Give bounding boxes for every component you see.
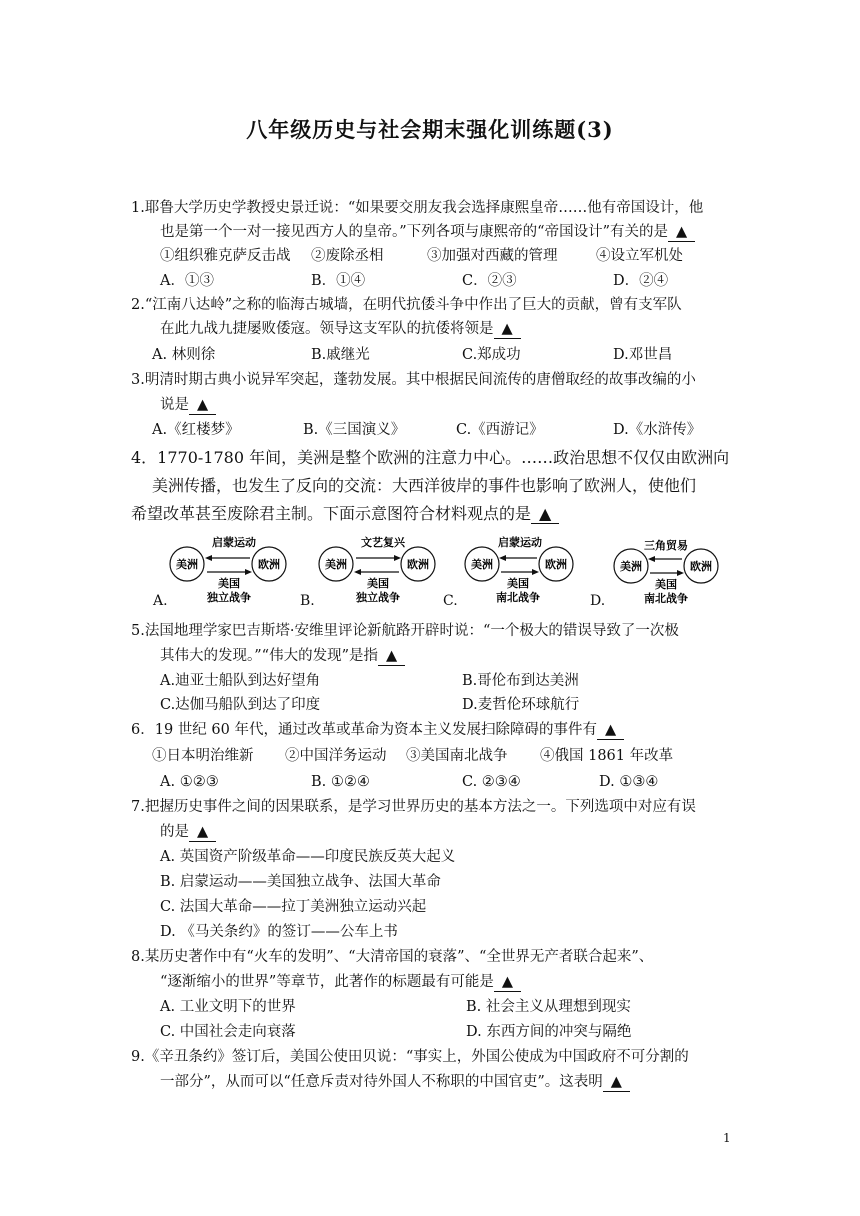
answer-blank: ▲ — [494, 973, 521, 992]
diagram-d — [610, 536, 740, 606]
question-7-option-c: C. 法国大革命——拉丁美洲独立运动兴起 — [160, 899, 427, 915]
question-2-option-c: C.郑成功 — [462, 347, 521, 363]
question-8-option-a: A. 工业文明下的世界 — [160, 999, 296, 1015]
diagram-b — [314, 536, 444, 606]
answer-blank: ▲ — [189, 823, 216, 842]
question-6-item: ①日本明治维新 — [152, 748, 254, 764]
diagram-top-label: 启蒙运动 — [498, 536, 542, 549]
diagram-right-label: 欧洲 — [690, 560, 712, 573]
question-1-option-c: C．②③ — [462, 273, 517, 289]
question-1-item: ②废除丞相 — [311, 248, 384, 264]
question-6-item: ②中国洋务运动 — [285, 748, 387, 764]
question-8-option-d: D. 东西方间的冲突与隔绝 — [466, 1024, 632, 1040]
question-7-line-1: 7.把握历史事件之间的因果联系，是学习世界历史的基本方法之一。下列选项中对应有误 — [131, 799, 696, 815]
question-4-line-2: 美洲传播，也发生了反向的交流：大西洋彼岸的事件也影响了欧洲人，使他们 — [152, 476, 697, 495]
diagram-left-label: 美洲 — [620, 560, 642, 573]
diagram-c — [460, 536, 590, 606]
question-1-line-2: 也是第一个一对一接见西方人的皇帝。”下列各项与康熙帝的“帝国设计”有关的是 ▲ — [160, 221, 695, 243]
question-5-option-a: A.迪亚士船队到达好望角 — [160, 673, 321, 689]
question-6-option-c: C. ②③④ — [462, 774, 521, 790]
diagram-top-label: 启蒙运动 — [212, 536, 256, 549]
diagram-left-label: 美洲 — [325, 558, 347, 571]
diagram-bottom-label-1: 美国 — [218, 577, 240, 590]
diagram-a-letter: A. — [153, 593, 168, 609]
diagram-bottom-label-2: 南北战争 — [644, 592, 688, 605]
diagram-bottom-label-2: 独立战争 — [356, 591, 400, 604]
question-1-option-d: D．②④ — [613, 273, 669, 289]
question-1-item: ①组织雅克萨反击战 — [160, 248, 291, 264]
question-6-option-a: A. ①②③ — [160, 774, 219, 790]
answer-blank: ▲ — [189, 396, 216, 415]
question-6-option-d: D. ①③④ — [599, 774, 659, 790]
question-2-option-a: A. 林则徐 — [152, 347, 216, 363]
page-number: 1 — [723, 1131, 731, 1145]
question-5-line-1: 5.法国地理学家巴吉斯塔·安维里评论新航路开辟时说：“一个极大的错误导致了一次极 — [131, 623, 679, 639]
question-1-line-1: 1.耶鲁大学历史学教授史景迁说：“如果要交朋友我会选择康熙皇帝……他有帝国设计，他 — [131, 200, 704, 216]
question-1-item: ④设立军机处 — [596, 248, 683, 264]
answer-blank: ▲ — [668, 223, 695, 242]
answer-blank: ▲ — [597, 721, 624, 740]
diagram-right-label: 欧洲 — [258, 558, 280, 571]
diagram-left-label: 美洲 — [471, 558, 493, 571]
question-8-option-b: B. 社会主义从理想到现实 — [466, 999, 631, 1015]
question-3-option-b: B.《三国演义》 — [303, 422, 406, 438]
question-8-line-1: 8.某历史著作中有“火车的发明”、“大清帝国的衰落”、“全世界无产者联合起来”、 — [131, 949, 654, 965]
question-9-line-1: 9.《辛丑条约》签订后，美国公使田贝说：“事实上，外国公使成为中国政府不可分割的 — [131, 1049, 689, 1065]
question-5-option-c: C.达伽马船队到达了印度 — [160, 697, 321, 713]
diagram-a — [165, 536, 295, 606]
answer-blank: ▲ — [494, 320, 521, 339]
question-5-option-b: B.哥伦布到达美洲 — [462, 673, 579, 689]
question-4-line-1: 4．1770-1780 年间，美洲是整个欧洲的注意力中心。……政治思想不仅仅由欧洲向 — [131, 448, 730, 467]
question-6-item: ③美国南北战争 — [406, 748, 508, 764]
diagram-left-label: 美洲 — [176, 558, 198, 571]
question-3-option-a: A.《红楼梦》 — [152, 422, 240, 438]
diagram-top-label: 文艺复兴 — [361, 536, 405, 549]
question-7-option-b: B. 启蒙运动——美国独立战争、法国大革命 — [160, 874, 441, 890]
question-8-option-c: C. 中国社会走向衰落 — [160, 1024, 296, 1040]
question-6-line-1: 6．19 世纪 60 年代，通过改革或革命为资本主义发展扫除障碍的事件有 ▲ — [131, 719, 624, 741]
question-2-line-1: 2.“江南八达岭”之称的临海古城墙，在明代抗倭斗争中作出了巨大的贡献，曾有支军队 — [131, 297, 682, 313]
question-1-option-b: B．①④ — [311, 273, 366, 289]
diagram-right-label: 欧洲 — [407, 558, 429, 571]
question-9-line-2: 一部分”，从而可以“任意斥责对待外国人不称职的中国官吏”。这表明 ▲ — [160, 1071, 630, 1093]
question-5-option-d: D.麦哲伦环球航行 — [462, 697, 580, 713]
diagram-bottom-label-1: 美国 — [367, 577, 389, 590]
diagram-bottom-label-1: 美国 — [507, 577, 529, 590]
diagram-bottom-label-2: 南北战争 — [496, 591, 540, 604]
question-1-item: ③加强对西藏的管理 — [427, 248, 558, 264]
diagram-bottom-label-1: 美国 — [655, 578, 677, 591]
page-title: 八年级历史与社会期末强化训练题(3) — [246, 117, 614, 142]
question-3-line-1: 3.明清时期古典小说异军突起，蓬勃发展。其中根据民间流传的唐僧取经的故事改编的小 — [131, 372, 696, 388]
question-6-item: ④俄国 1861 年改革 — [540, 748, 674, 764]
diagram-top-label: 三角贸易 — [644, 539, 688, 552]
diagram-right-label: 欧洲 — [545, 558, 567, 571]
question-3-line-2: 说是 ▲ — [160, 394, 216, 416]
question-5-line-2: 其伟大的发现。”“伟大的发现”是指 ▲ — [160, 645, 405, 667]
diagram-bottom-label-2: 独立战争 — [207, 591, 251, 604]
question-7-option-a: A. 英国资产阶级革命——印度民族反英大起义 — [160, 849, 456, 865]
question-6-option-b: B. ①②④ — [311, 774, 370, 790]
question-1-option-a: A．①③ — [160, 273, 214, 289]
question-7-line-2: 的是 ▲ — [160, 821, 216, 843]
answer-blank: ▲ — [531, 505, 559, 524]
question-2-option-d: D.邓世昌 — [613, 347, 673, 363]
question-3-option-c: C.《西游记》 — [456, 422, 544, 438]
question-4-line-3: 希望改革甚至废除君主制。下面示意图符合材料观点的是 ▲ — [131, 503, 559, 525]
question-2-option-b: B.戚继光 — [311, 347, 370, 363]
question-7-option-d: D. 《马关条约》的签订——公车上书 — [160, 924, 398, 940]
question-2-line-2: 在此九战九捷屡败倭寇。领导这支军队的抗倭将领是 ▲ — [160, 318, 521, 340]
diagram-c-letter: C. — [443, 593, 458, 609]
question-8-line-2: “逐渐缩小的世界”等章节，此著作的标题最有可能是 ▲ — [160, 971, 521, 993]
diagram-d-letter: D. — [590, 593, 606, 609]
answer-blank: ▲ — [603, 1073, 630, 1092]
question-3-option-d: D.《水浒传》 — [613, 422, 702, 438]
answer-blank: ▲ — [378, 647, 405, 666]
diagram-b-letter: B. — [300, 593, 315, 609]
